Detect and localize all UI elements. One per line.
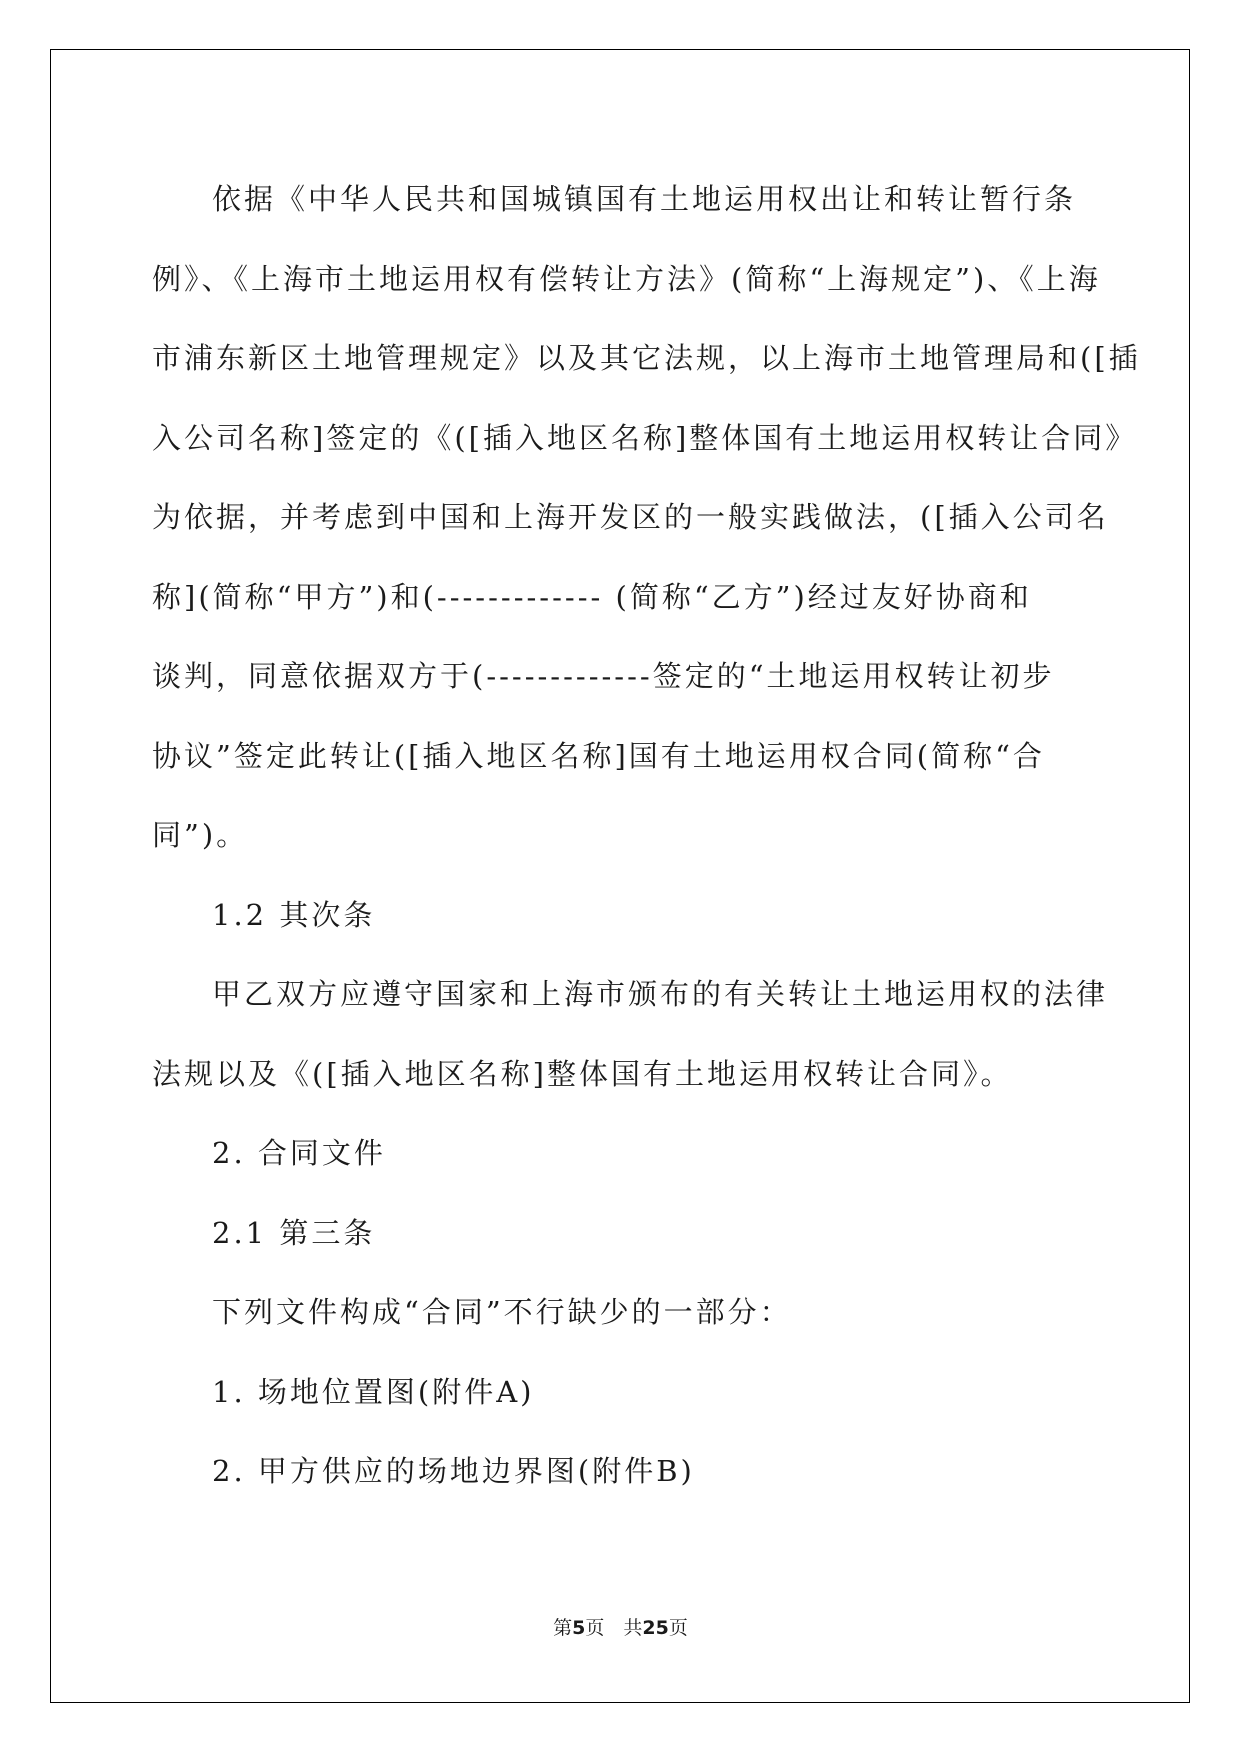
document-body <box>152 160 1141 1512</box>
current-page-number: 5 <box>572 1617 586 1639</box>
text-line: 入公司名称]签定的《([插入地区名称]整体国有土地运用权转让合同》 <box>152 420 1138 455</box>
list-item: 2. 甲方供应的场地边界图(附件B) <box>212 1454 695 1488</box>
footer-prefix: 第 <box>553 1617 573 1639</box>
footer-middle: 页 共 <box>585 1617 643 1639</box>
section-2-1-intro <box>152 1273 1092 1353</box>
page-footer <box>0 1613 1241 1640</box>
section-heading: 2.1 第三条 <box>212 1215 376 1250</box>
text-line: 市浦东新区土地管理规定》以及其它法规，以上海市土地管理局和([插 <box>152 341 1141 375</box>
section-1-2-paragraph <box>152 955 1109 1114</box>
text-line: 称](简称“甲方”)和(------------- (简称“乙方”)经过友好协商和 <box>152 579 1032 614</box>
text-line: 协议”签定此转让([插入地区名称]国有土地运用权合同(简称“合 <box>152 738 1045 773</box>
footer-suffix: 页 <box>668 1617 688 1639</box>
attachment-list <box>152 1353 1092 1512</box>
text-line: 谈判，同意依据双方于(-------------签定的“土地运用权转让初步 <box>152 659 1055 693</box>
section-2-heading <box>152 1114 1092 1194</box>
section-1-2-heading <box>152 876 1092 956</box>
text-line: 为依据，并考虑到中国和上海开发区的一般实践做法，([插入公司名 <box>152 500 1109 534</box>
text-line: 同”)。 <box>152 818 249 852</box>
text-line: 下列文件构成“合同”不行缺少的一部分： <box>212 1295 792 1329</box>
section-heading: 1.2 其次条 <box>212 897 376 932</box>
section-heading: 2. 合同文件 <box>212 1136 386 1170</box>
text-line: 甲乙双方应遵守国家和上海市颁布的有关转让土地运用权的法律 <box>212 977 1109 1011</box>
section-2-1-heading <box>152 1194 1092 1274</box>
text-line: 法规以及《([插入地区名称]整体国有土地运用权转让合同》。 <box>152 1056 1013 1091</box>
intro-paragraph <box>152 160 1141 876</box>
list-item: 1. 场地位置图(附件A) <box>212 1374 535 1409</box>
text-line: 依据《中华人民共和国城镇国有土地运用权出让和转让暂行条 <box>212 182 1077 216</box>
text-line: 例》、《上海市土地运用权有偿转让方法》(简称“上海规定”)、《上海 <box>152 261 1101 296</box>
total-page-count: 25 <box>642 1617 669 1639</box>
